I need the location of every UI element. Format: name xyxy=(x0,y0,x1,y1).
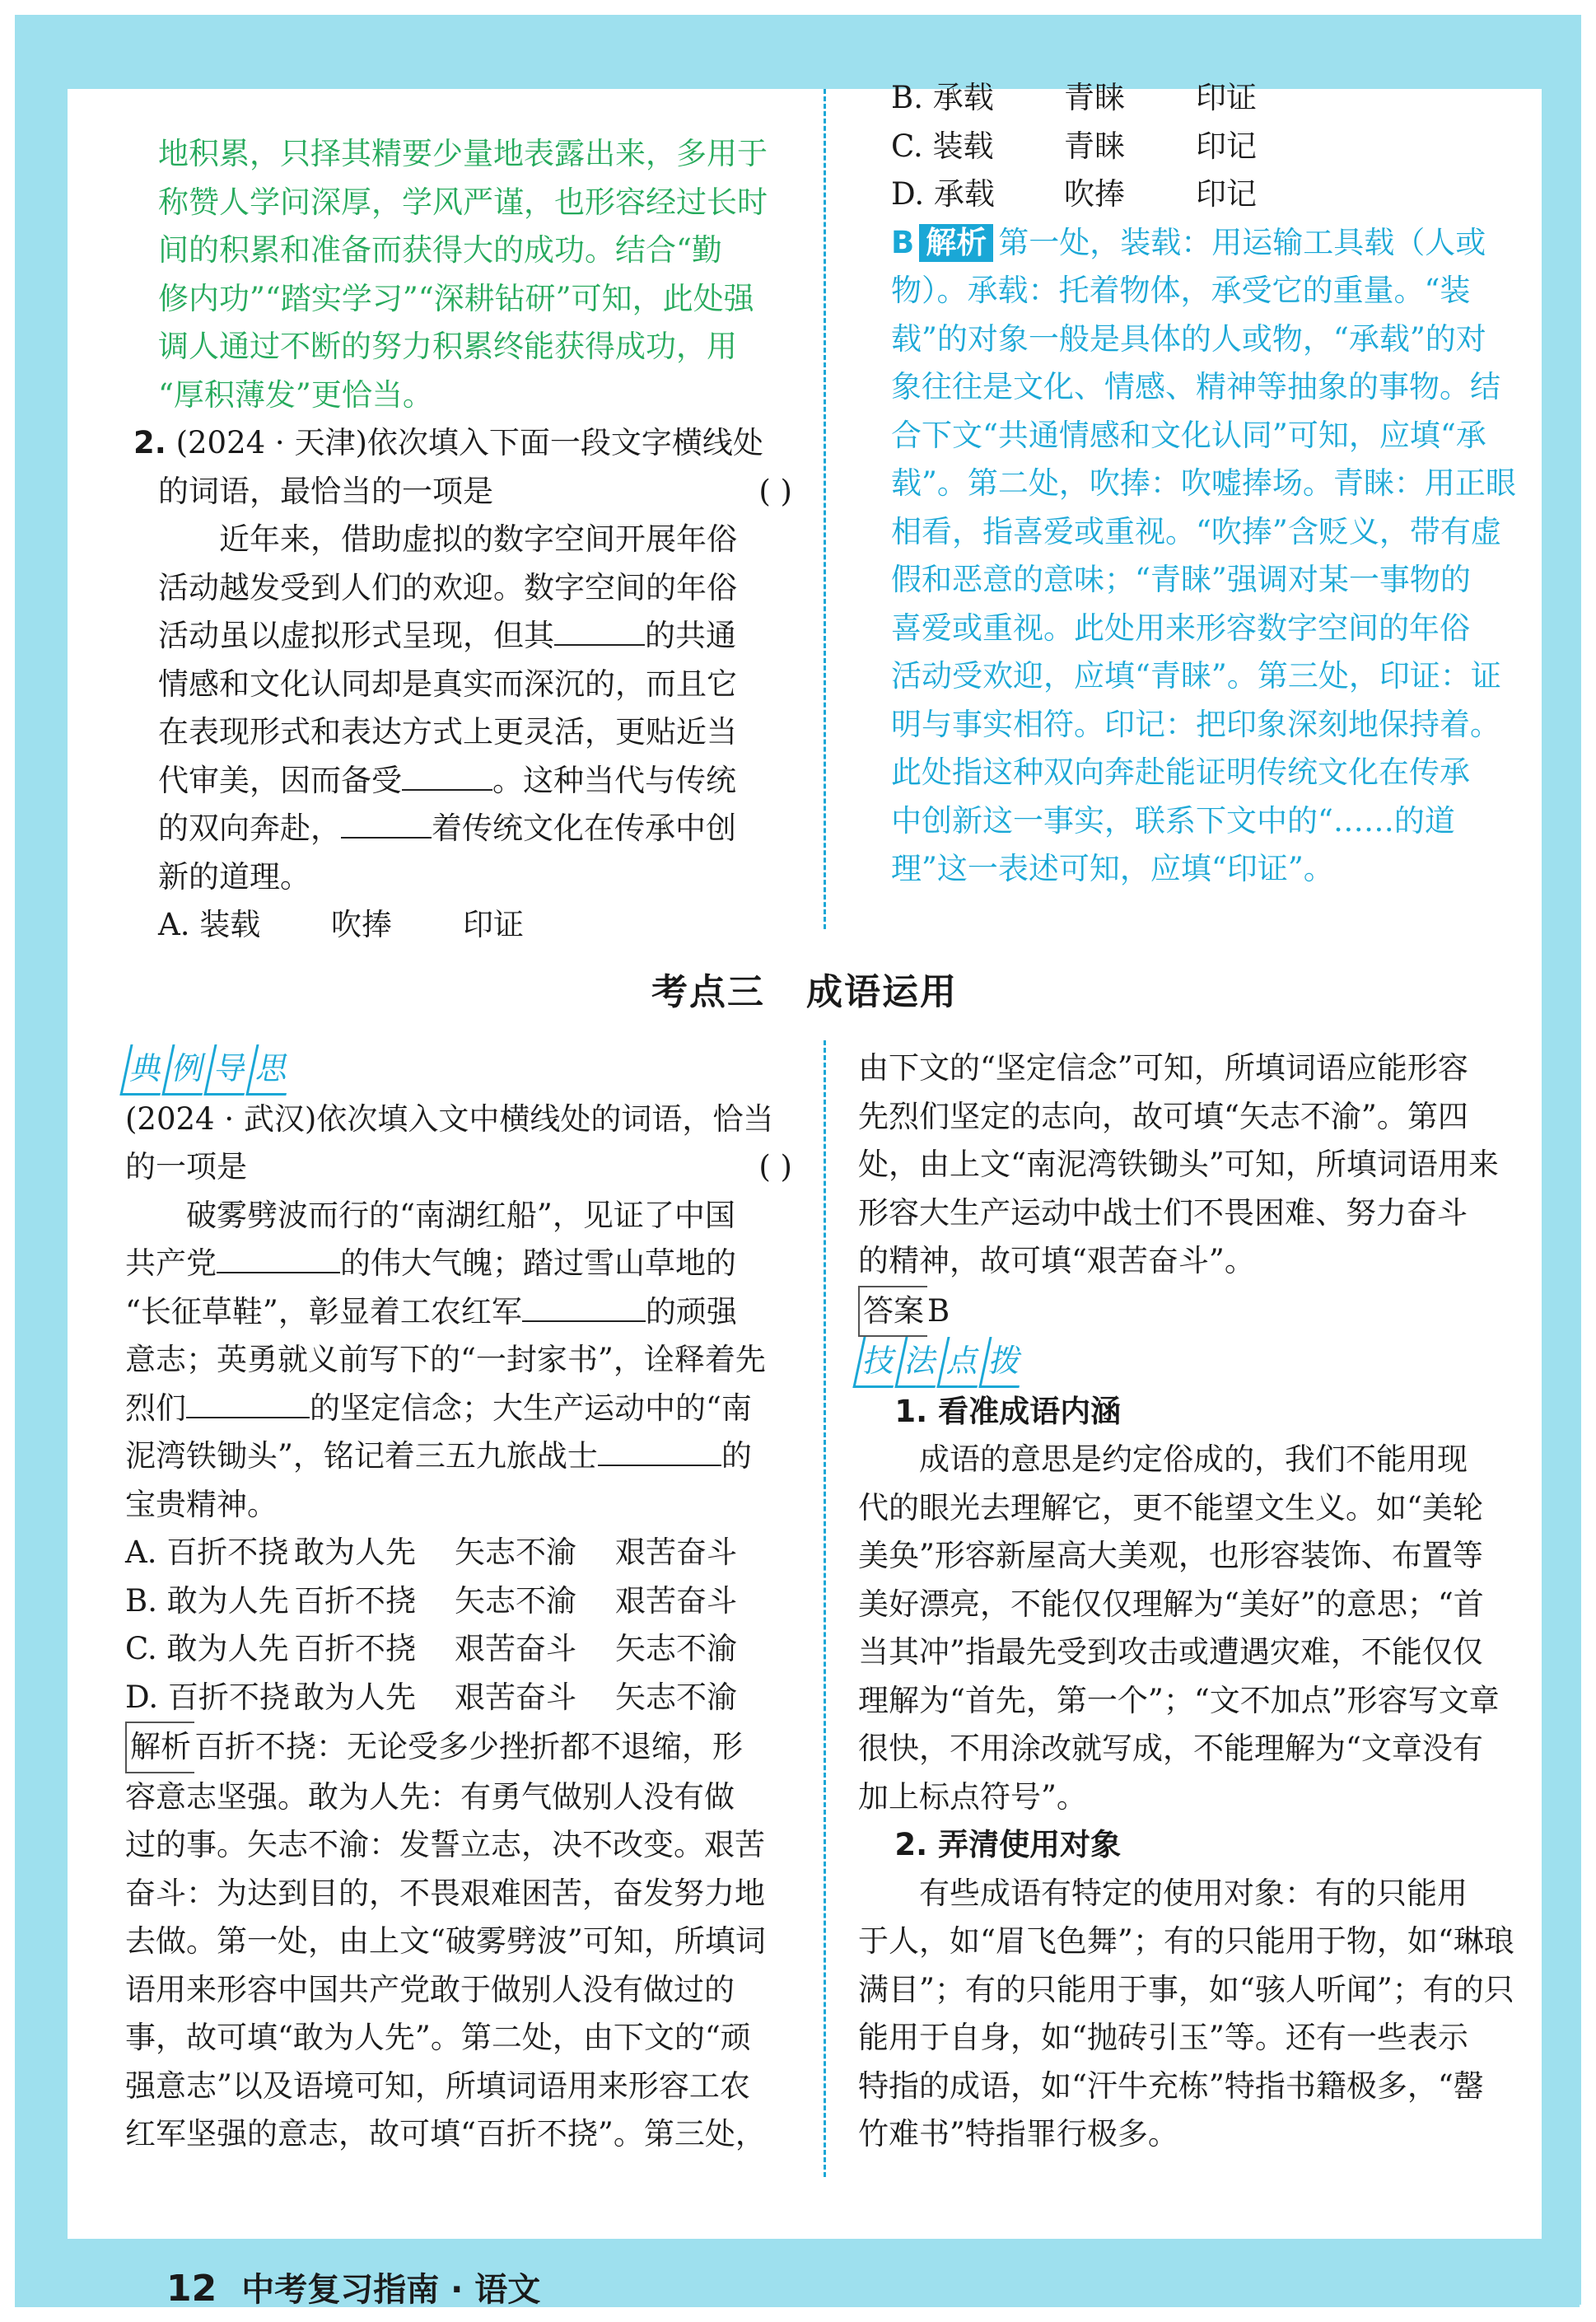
text-line: 活动受欢迎，应填“青睐”。第三处，印证：证 xyxy=(891,658,1501,694)
question-stem: (2024 · 天津)依次填入下面一段文字横线处 xyxy=(175,425,763,460)
passage-line: 泥湾铁锄头”，铭记着三五九旅战士 xyxy=(125,1438,598,1474)
text-line: 过的事。矢志不渝：发誓立志，决不改变。艰苦 xyxy=(125,1827,765,1862)
text-line: 间的积累和准备而获得大的成功。结合“勤 xyxy=(158,232,722,268)
question-stem: 的词语，最恰当的一项是 xyxy=(158,473,493,509)
column-divider xyxy=(824,1040,826,2177)
text-line: 于人，如“眉飞色舞”；有的只能用于物，如“琳琅 xyxy=(858,1923,1514,1959)
passage-line: 宝贵精神。 xyxy=(125,1486,278,1522)
fill-blank xyxy=(341,806,432,839)
option-text: 艰苦奋斗 xyxy=(455,1631,576,1666)
text-line: 美奂”形容新屋高大美观，也形容装饰、布置等 xyxy=(858,1538,1483,1573)
option-text: A. 装载 xyxy=(158,907,261,942)
text-line: 假和恶意的意味；“青睐”强调对某一事物的 xyxy=(891,562,1471,597)
passage-line: 情感和文化认同却是真实而深沉的，而且它 xyxy=(158,666,737,702)
option-text: 印记 xyxy=(1196,128,1257,164)
fill-blank xyxy=(186,1385,310,1418)
text-line: 百折不挠：无论受多少挫折都不退缩，形 xyxy=(194,1729,743,1764)
option-text: B. 承载 xyxy=(891,80,994,115)
text-line: 载”的对象一般是具体的人或物，“承载”的对 xyxy=(891,320,1486,357)
passage-line: 的 xyxy=(721,1438,752,1474)
fill-blank xyxy=(217,1240,340,1273)
option-a xyxy=(158,901,792,950)
answer-letter: B xyxy=(891,224,915,260)
passage-line: “长征草鞋”，彰显着工农红军 xyxy=(125,1293,522,1329)
fill-blank xyxy=(554,613,645,646)
text-line: 修内功”“踏实学习”“深耕钻研”可知，此处强 xyxy=(158,280,754,316)
text-line: 加上标点符号”。 xyxy=(858,1778,1087,1815)
fill-blank xyxy=(402,758,492,791)
option-text: 青睐 xyxy=(1064,80,1125,115)
answer-value: B xyxy=(927,1292,950,1329)
passage-line: 的伟大气魄；踏过雪山草地的 xyxy=(340,1245,736,1281)
option-text: C. 敢为人先 xyxy=(125,1631,289,1666)
section-title xyxy=(68,962,1542,1015)
heading-char: 导 xyxy=(203,1044,254,1096)
option-text: 艰苦奋斗 xyxy=(615,1582,737,1619)
answer-paren: ( ) xyxy=(758,473,792,509)
text-line: 满目”；有的只能用于事，如“骇人听闻”；有的只 xyxy=(858,1971,1514,2007)
heading-char: 思 xyxy=(246,1044,297,1096)
text-line: 特指的成语，如“汗牛充栋”特指书籍极多，“罄 xyxy=(858,2067,1484,2104)
example-guide-heading xyxy=(125,1044,792,1096)
heading-char: 拨 xyxy=(979,1337,1030,1388)
left-bottom-column xyxy=(125,1044,792,2159)
text-line: 强意志”以及语境可知，所填词语用来形容工农 xyxy=(125,2067,750,2104)
text-line: 很快，不用涂改就写成，不能理解为“文章没有 xyxy=(858,1731,1483,1766)
option-text: 矢志不渝 xyxy=(455,1582,576,1619)
option-text: C. 装载 xyxy=(891,128,994,164)
section-name: 成语运用 xyxy=(806,971,958,1013)
text-line: 代的眼光去理解它，更不能望文生义。如“美轮 xyxy=(858,1489,1483,1525)
right-bottom-column xyxy=(858,1044,1525,2159)
option-text: 矢志不渝 xyxy=(615,1679,737,1715)
column-divider xyxy=(824,89,826,929)
text-line: 的精神，故可填“艰苦奋斗”。 xyxy=(858,1243,1255,1278)
passage-line: 意志；英勇就义前写下的“一封家书”，诠释着先 xyxy=(125,1342,766,1377)
passage-line: 的坚定信念；大生产运动中的“南 xyxy=(310,1390,752,1426)
option-a xyxy=(125,1529,792,1577)
text-line: 明与事实相符。印记：把印象深刻地保持着。 xyxy=(891,706,1500,742)
text-line: 地积累，只择其精要少量地表露出来，多用于 xyxy=(158,136,768,171)
passage-line: 近年来，借助虚拟的数字空间开展年俗 xyxy=(219,521,737,557)
passage-line: 着传统文化在传承中创 xyxy=(432,811,736,846)
option-text: 吹捧 xyxy=(1064,176,1125,212)
text-line: 理”这一表述可知，应填“印证”。 xyxy=(891,851,1334,886)
question-2 xyxy=(133,419,792,950)
passage-line: 代审美，因而备受 xyxy=(158,762,402,798)
text-line: 第一处，装载：用运输工具载（人或 xyxy=(998,224,1486,260)
option-b xyxy=(125,1577,792,1626)
heading-char: 技 xyxy=(852,1337,903,1388)
tips-heading xyxy=(858,1337,1525,1388)
question-stem: 的一项是 xyxy=(125,1149,247,1184)
text-line: 合下文“共通情感和文化认同”可知，应填“承 xyxy=(891,417,1486,453)
option-text: 艰苦奋斗 xyxy=(615,1535,737,1570)
text-line: 当其冲”指最先受到攻击或遭遇灾难，不能仅仅 xyxy=(858,1634,1483,1670)
passage-line: 破雾劈波而行的“南湖红船”，见证了中国 xyxy=(186,1197,735,1233)
tip-heading: 1. 看准成语内涵 xyxy=(894,1393,1122,1429)
text-line: 事，故可填“敢为人先”。第二处，由下文的“顽 xyxy=(125,2020,751,2055)
text-line: 理解为“首先，第一个”；“文不加点”形容写文章 xyxy=(858,1682,1500,1718)
option-text: 印记 xyxy=(1196,176,1257,212)
page-frame-left xyxy=(15,15,68,2305)
text-line: 中创新这一事实，联系下文中的“……的道 xyxy=(891,802,1455,839)
text-line: 此处指这种双向奔赴能证明传统文化在传承 xyxy=(891,755,1470,790)
right-top-column xyxy=(891,80,1533,894)
option-text: 百折不挠 xyxy=(294,1582,416,1619)
text-line: 能用于自身，如“抛砖引玉”等。还有一些表示 xyxy=(858,2020,1468,2055)
book-title: 中考复习指南 · 语文 xyxy=(241,2271,541,2309)
text-line: 美好漂亮，不能仅仅理解为“美好”的意思；“首 xyxy=(858,1586,1484,1622)
heading-char: 法 xyxy=(894,1337,945,1388)
text-line: 语用来形容中国共产党敢于做别人没有做过的 xyxy=(125,1971,735,2007)
option-text: 吹捧 xyxy=(331,907,392,942)
text-line: 物）。承载：托着物体，承受它的重量。“装 xyxy=(891,273,1471,308)
option-text: 艰苦奋斗 xyxy=(455,1679,576,1715)
analysis-tag: 解析 xyxy=(919,224,993,262)
passage-line: 在表现形式和表达方式上更灵活，更贴近当 xyxy=(158,714,737,750)
option-text: B. 敢为人先 xyxy=(125,1582,289,1619)
question-stem: (2024 · 武汉)依次填入文中横线处的词语，恰当 xyxy=(125,1100,774,1137)
heading-char: 典 xyxy=(119,1044,170,1096)
text-line: 载”。第二处，吹捧：吹嘘捧场。青睐：用正眼 xyxy=(891,465,1516,501)
text-line: 奋斗：为达到目的，不畏艰难困苦，奋发努力地 xyxy=(125,1875,765,1911)
tip-heading: 2. 弄清使用对象 xyxy=(894,1827,1122,1862)
option-text: 矢志不渝 xyxy=(615,1631,737,1666)
page-frame-right xyxy=(1542,15,1581,2305)
answer-paren: ( ) xyxy=(758,1149,792,1184)
left-top-column xyxy=(133,130,792,950)
option-text: 印证 xyxy=(1196,80,1257,115)
text-line: 成语的意思是约定俗成的，我们不能用现 xyxy=(919,1441,1468,1477)
option-c xyxy=(125,1625,792,1674)
heading-char: 点 xyxy=(936,1337,987,1388)
passage-line: 新的道理。 xyxy=(158,858,310,895)
question-number: 2. xyxy=(133,425,166,460)
section-number: 考点三 xyxy=(651,971,765,1013)
fill-blank xyxy=(598,1433,721,1466)
page-number: 12 xyxy=(166,2268,217,2310)
passage-line: 的共通 xyxy=(645,618,736,653)
page-footer xyxy=(166,2264,540,2310)
option-text: 敢为人先 xyxy=(294,1535,416,1570)
heading-char: 例 xyxy=(161,1044,212,1096)
analysis-label: 解析 xyxy=(125,1722,194,1773)
answer-label: 答案 xyxy=(858,1286,927,1338)
text-line: 容意志坚强。敢为人先：有勇气做别人没有做 xyxy=(125,1778,735,1815)
text-line: 称赞人学问深厚，学风严谨，也形容经过长时 xyxy=(158,184,768,220)
text-line: 由下文的“坚定信念”可知，所填词语应能形容 xyxy=(858,1050,1468,1086)
analysis-block xyxy=(891,219,1533,894)
passage-line: 。这种当代与传统 xyxy=(492,762,736,798)
text-line: 红军坚强的意志，故可填“百折不挠”。第三处， xyxy=(125,2116,766,2151)
text-line: 调人通过不断的努力积累终能获得成功，用 xyxy=(158,329,737,364)
passage-line: 烈们 xyxy=(125,1390,186,1426)
option-text: 印证 xyxy=(463,907,524,942)
option-d xyxy=(125,1674,792,1722)
option-d xyxy=(891,171,1533,219)
text-line: 相看，指喜爱或重视。“吹捧”含贬义，带有虚 xyxy=(891,513,1501,549)
text-line: 去做。第一处，由上文“破雾劈波”可知，所填词 xyxy=(125,1923,766,1959)
text-line: 有些成语有特定的使用对象：有的只能用 xyxy=(919,1875,1468,1911)
text-line: 形容大生产运动中战士们不畏困难、努力奋斗 xyxy=(858,1194,1468,1231)
passage-line: 共产党 xyxy=(125,1245,217,1281)
passage-line: 活动虽以虚拟形式呈现，但其 xyxy=(158,618,554,653)
document-page xyxy=(68,80,1542,2310)
passage-line: 活动越发受到人们的欢迎。数字空间的年俗 xyxy=(158,569,737,605)
option-text: D. 承载 xyxy=(891,176,995,212)
text-line: 处，由上文“南泥湾铁锄头”可知，所填词语用来 xyxy=(858,1147,1499,1182)
option-text: 矢志不渝 xyxy=(455,1535,576,1570)
text-line: 竹难书”特指罪行极多。 xyxy=(858,2116,1178,2151)
text-line: 喜爱或重视。此处用来形容数字空间的年俗 xyxy=(891,610,1470,646)
text-line: “厚积薄发”更恰当。 xyxy=(158,376,433,413)
passage-line: 的双向奔赴， xyxy=(158,811,341,846)
text-line: 象往往是文化、情感、精神等抽象的事物。结 xyxy=(891,369,1500,404)
option-text: A. 百折不挠 xyxy=(125,1535,289,1570)
passage-line: 的顽强 xyxy=(645,1293,737,1329)
fill-blank xyxy=(522,1289,646,1322)
option-b xyxy=(891,74,1533,123)
text-line: 先烈们坚定的志向，故可填“矢志不渝”。第四 xyxy=(858,1098,1468,1134)
option-text: 百折不挠 xyxy=(294,1631,416,1666)
explanation-continued xyxy=(158,130,792,419)
option-c xyxy=(891,123,1533,171)
option-text: 敢为人先 xyxy=(294,1679,416,1715)
option-text: 青睐 xyxy=(1064,128,1125,164)
option-text: D. 百折不挠 xyxy=(125,1679,290,1715)
